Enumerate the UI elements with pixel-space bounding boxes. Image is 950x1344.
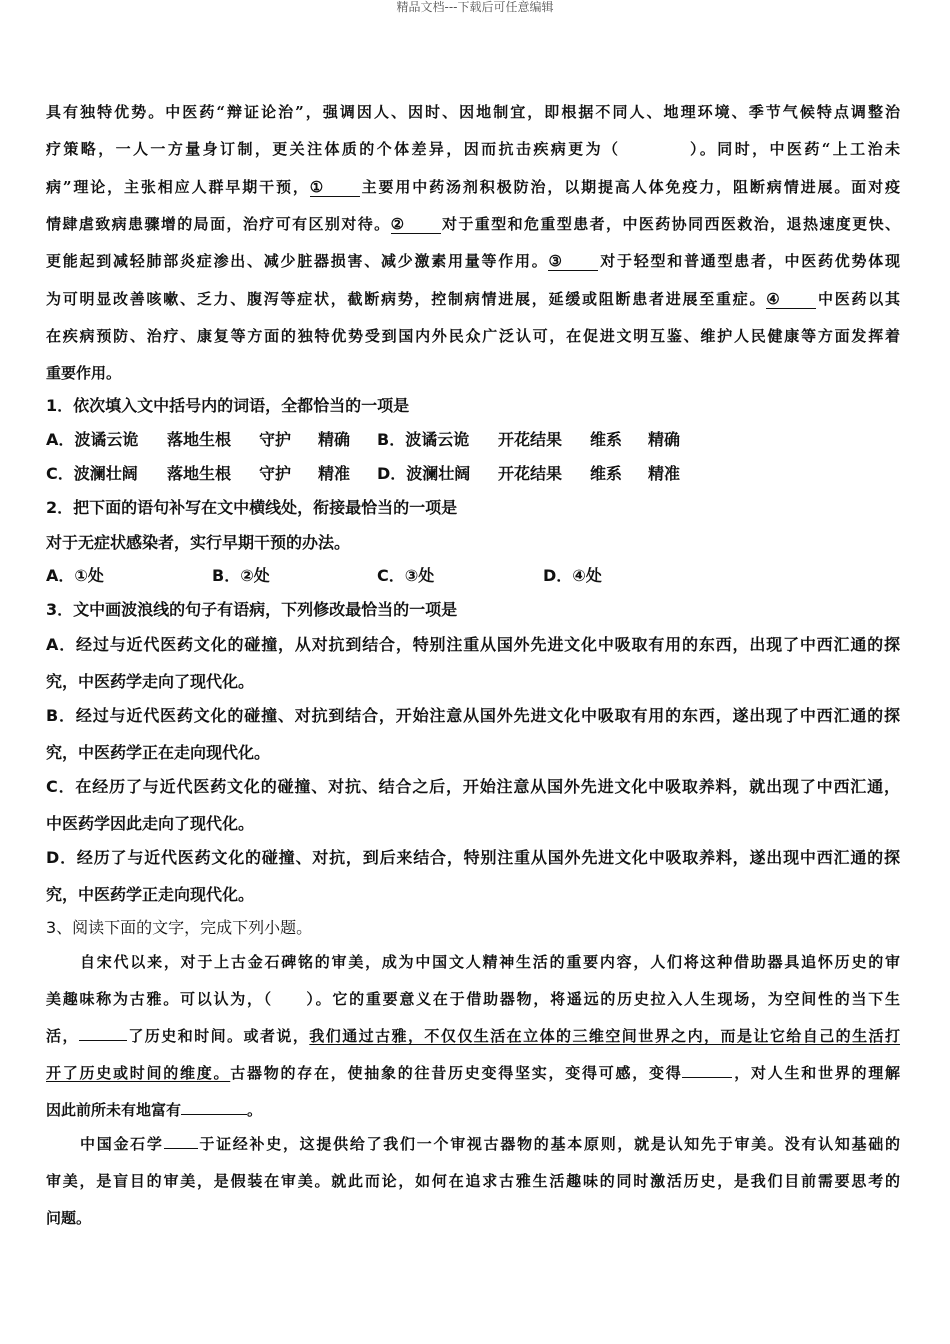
passage-text: ，对人生和世界的理解 [732, 1064, 900, 1082]
q1-option-a-word4: 精确 [318, 430, 351, 449]
q3-option-d[interactable]: D．经历了与近代医药文化的碰撞、对抗，到后来结合，特别注重从国外先进文化中吸取养料，遂出现中西汇通的探 [46, 848, 900, 867]
q1-option-b-word2: 开花结果 [498, 430, 563, 449]
blank-4: ④ [766, 290, 816, 309]
passage-text: 活， [46, 1027, 79, 1045]
passage-line: 疗策略，一人一方量身订制，更关注体质的个体差异，因而抗击疾病更为（ ）。同时，中医药“上工治未 [46, 140, 900, 158]
passage2-line [46, 1100, 262, 1120]
q1-option-c-word2: 落地生根 [167, 464, 232, 483]
q1-option-b-word3: 维系 [590, 430, 623, 449]
blank-fill [79, 1040, 127, 1041]
q1-option-b[interactable]: B．波谲云诡 [377, 430, 470, 449]
q2-option-d[interactable]: D．④处 [543, 566, 602, 585]
q1-option-c-word3: 守护 [259, 464, 292, 483]
q1-option-a-word3: 守护 [259, 430, 292, 449]
blank-fill [181, 1114, 247, 1115]
q3-option-a-cont: 究，中医药学走向了现代化。 [46, 672, 255, 691]
passage-text: 中医药以其 [816, 290, 900, 308]
passage-text: 情肆虐致病患骤增的局面，治疗可有区别对待。 [46, 215, 391, 233]
q3-option-d-cont: 究，中医药学正走向现代化。 [46, 885, 255, 904]
section-3-title: 3、阅读下面的文字，完成下列小题。 [46, 918, 313, 937]
blank-1: ① [310, 178, 360, 197]
question-2-stem: 2．把下面的语句补写在文中横线处，衔接最恰当的一项是 [46, 498, 458, 517]
q1-option-d-word3: 维系 [590, 464, 623, 483]
passage-text: 对于轻型和普通型患者，中医药优势体现 [598, 252, 900, 270]
passage-line: 具有独特优势。中医药“辩证论治”，强调因人、因时、因地制宜，即根据不同人、地理环境、季节气候特点调整治 [46, 103, 900, 121]
blank-3: ③ [548, 252, 598, 271]
q2-option-b[interactable]: B．②处 [212, 566, 270, 585]
passage-text: 因此前所未有地富有 [46, 1101, 182, 1119]
passage2-line [46, 1063, 900, 1083]
passage-text: 更能起到减轻肺部炎症渗出、减少脏器损害、减少激素用量等作用。 [46, 252, 549, 270]
passage-text: 中国金石学 [80, 1135, 164, 1153]
passage2-line: 问题。 [46, 1209, 92, 1227]
passage-line: 重要作用。 [46, 364, 122, 382]
blank-fill [164, 1148, 198, 1149]
blank-2: ② [391, 215, 441, 234]
passage-text: 古器物的存在，使抽象的往昔历史变得坚实，变得可感，变得 [230, 1064, 683, 1082]
passage-line [46, 177, 900, 197]
passage-text: 对于重型和危重型患者，中医药协同西医救治，退热速度更快、 [440, 215, 900, 233]
page-header: 精品文档---下载后可任意编辑 [396, 0, 554, 14]
passage-text: 主要用中药汤剂积极防治，以期提高人体免疫力，阻断病情进展。面对疫 [359, 178, 900, 196]
q3-option-b[interactable]: B．经过与近代医药文化的碰撞、对抗到结合，开始注意从国外先进文化中吸取有用的东西，遂出现了中西汇通的探 [46, 706, 900, 725]
passage-line: 在疾病预防、治疗、康复等方面的独特优势受到国内外民众广泛认可，在促进文明互鉴、维护人民健康等方面发挥着 [46, 327, 900, 345]
passage-text: 了历史和时间。或者说， [126, 1027, 310, 1045]
q2-option-a[interactable]: A．①处 [46, 566, 104, 585]
q1-option-a[interactable]: A．波谲云诡 [46, 430, 139, 449]
wavy-sentence: 我们通过古雅，不仅仅生活在立体的三维空间世界之内，而是让它给自己的生活打 [309, 1027, 900, 1045]
q1-option-d-word2: 开花结果 [498, 464, 563, 483]
q1-option-c-word4: 精准 [318, 464, 351, 483]
q3-option-c[interactable]: C．在经历了与近代医药文化的碰撞、对抗、结合之后，开始注意从国外先进文化中吸取养料，就出现了中西汇通， [46, 777, 900, 796]
q1-option-a-word2: 落地生根 [167, 430, 232, 449]
passage-line [46, 214, 900, 234]
passage-text: 为可明显改善咳嗽、乏力、腹泻等症状，截断病势，控制病情进展，延缓或阻断患者进展至重症。 [46, 290, 767, 308]
passage-line [46, 289, 900, 309]
wavy-sentence-cont: 开了历史或时间的维度。 [46, 1064, 231, 1082]
q3-option-a[interactable]: A．经过与近代医药文化的碰撞，从对抗到结合，特别注重从国外先进文化中吸取有用的东西，出现了中西汇通的探 [46, 635, 900, 654]
passage2-line [80, 1134, 900, 1154]
blank-fill [682, 1077, 732, 1078]
passage-line [46, 251, 900, 271]
passage-text: 于证经补史，这提供给了我们一个审视古器物的基本原则，就是认知先于审美。没有认知基础的 [197, 1135, 900, 1153]
question-1-stem: 1．依次填入文中括号内的词语，全都恰当的一项是 [46, 396, 410, 415]
passage2-line: 审美，是盲目的审美，是假装在审美。就此而论，如何在追求古雅生活趣味的同时激活历史，是我们目前需要思考的 [46, 1172, 900, 1190]
q2-option-c[interactable]: C．③处 [377, 566, 435, 585]
passage2-line: 自宋代以来，对于上古金石碑铭的审美，成为中国文人精神生活的重要内容，人们将这种借助器具追怀历史的审 [80, 953, 900, 971]
q1-option-d-word4: 精准 [648, 464, 681, 483]
q1-option-b-word4: 精确 [648, 430, 681, 449]
q1-option-c[interactable]: C．波澜壮阔 [46, 464, 138, 483]
q3-option-b-cont: 究，中医药学正在走向现代化。 [46, 743, 271, 762]
question-2-sentence: 对于无症状感染者，实行早期干预的办法。 [46, 533, 351, 552]
passage2-line [46, 1026, 900, 1046]
question-3-stem: 3．文中画波浪线的句子有语病，下列修改最恰当的一项是 [46, 600, 458, 619]
q3-option-c-cont: 中医药学因此走向了现代化。 [46, 814, 255, 833]
q1-option-d[interactable]: D．波澜壮阔 [377, 464, 471, 483]
passage-text: 。 [247, 1101, 263, 1119]
passage-text: 病”理论，主张相应人群早期干预， [46, 178, 310, 196]
passage2-line: 美趣味称为古雅。可以认为，（ ）。它的重要意义在于借助器物，将遥远的历史拉入人生现场，为空间性的当下生 [46, 990, 900, 1008]
